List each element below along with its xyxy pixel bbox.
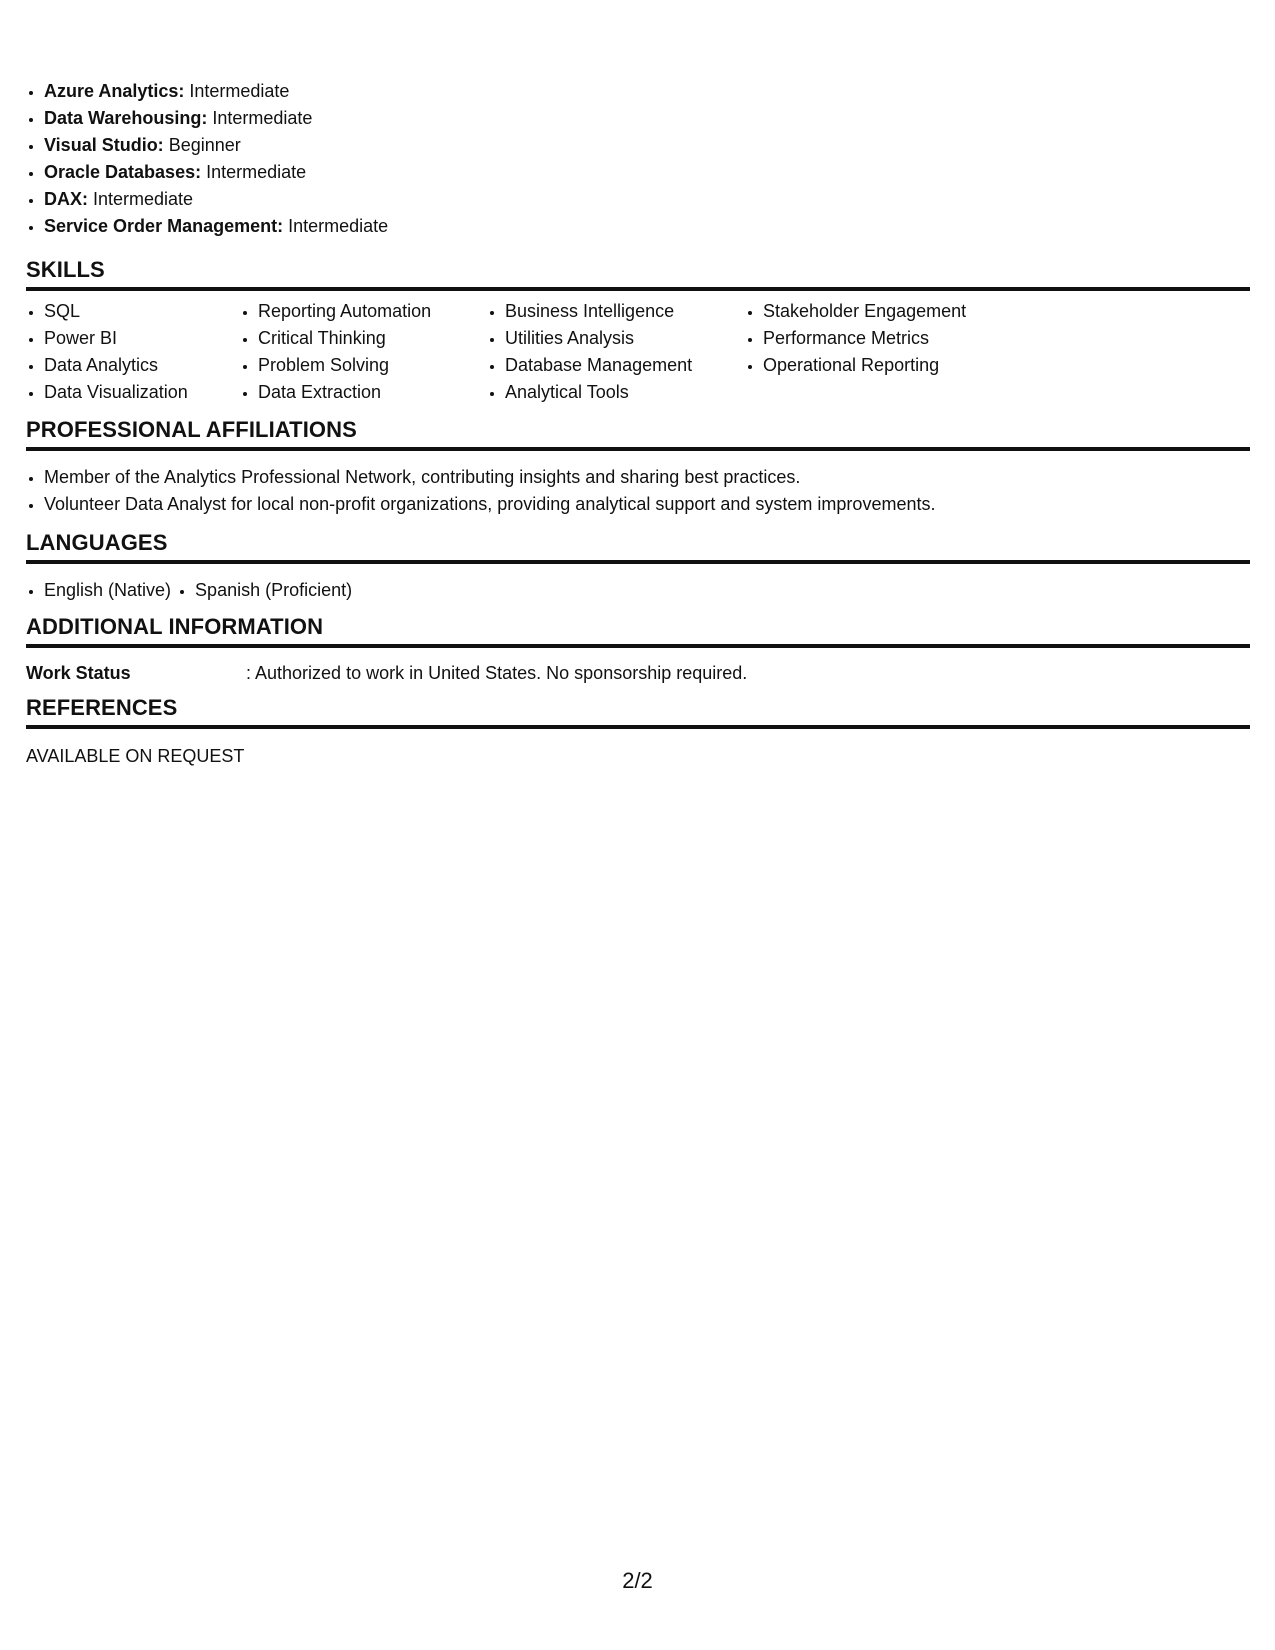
skill-item: • Power BI (44, 325, 240, 352)
tool-level: Intermediate (93, 189, 194, 209)
skill-item: • Reporting Automation (258, 298, 487, 325)
tool-level: Beginner (168, 135, 241, 155)
tool-item (44, 78, 388, 105)
skills-column (745, 298, 1023, 406)
tool-item (44, 132, 388, 159)
affiliation-item: • Volunteer Data Analyst for local non-profit organizations, providing analytical support and system improvements. (44, 491, 935, 518)
tool-item (44, 186, 388, 213)
skill-item: • Data Analytics (44, 352, 240, 379)
references-heading: REFERENCES (26, 695, 1250, 729)
skill-item: • Data Extraction (258, 379, 487, 406)
tool-item (44, 159, 388, 186)
skill-item: • Problem Solving (258, 352, 487, 379)
work-status-value: : Authorized to work in United States. No sponsorship required. (246, 663, 748, 683)
tool-level: Intermediate (212, 108, 313, 128)
affiliations-heading: PROFESSIONAL AFFILIATIONS (26, 417, 1250, 451)
references-text: AVAILABLE ON REQUEST (26, 746, 245, 766)
work-status-label: Work Status (26, 663, 131, 683)
skill-item: • Performance Metrics (763, 325, 1023, 352)
language-item: • Spanish (Proficient) (195, 577, 352, 604)
skills-column (26, 298, 240, 406)
tools-list (26, 78, 388, 240)
skills-heading: SKILLS (26, 257, 1250, 291)
skill-item: • Database Management (505, 352, 745, 379)
tool-name: Azure Analytics: (44, 81, 185, 101)
tool-name: Data Warehousing: (44, 108, 208, 128)
languages-list (26, 577, 376, 604)
skill-item: • Critical Thinking (258, 325, 487, 352)
tool-name: Visual Studio: (44, 135, 164, 155)
work-status-row (26, 660, 747, 686)
tool-level: Intermediate (288, 216, 389, 236)
skills-column (240, 298, 487, 406)
page-number: 2/2 (622, 1568, 653, 1593)
affiliation-item: • Member of the Analytics Professional Network, contributing insights and sharing best practices. (44, 464, 935, 491)
tool-level: Intermediate (206, 162, 307, 182)
tool-item (44, 213, 388, 240)
language-item: • English (Native) (44, 577, 171, 604)
tool-name: Service Order Management: (44, 216, 284, 236)
languages-heading: LANGUAGES (26, 530, 1250, 564)
skill-item: • Business Intelligence (505, 298, 745, 325)
skills-column (487, 298, 745, 406)
skills-grid (26, 298, 1023, 406)
skill-item: • Data Visualization (44, 379, 240, 406)
affiliations-list (26, 464, 935, 518)
tool-item (44, 105, 388, 132)
skill-item: • Analytical Tools (505, 379, 745, 406)
skill-item: • SQL (44, 298, 240, 325)
tool-name: DAX: (44, 189, 88, 209)
tool-name: Oracle Databases: (44, 162, 202, 182)
skill-item: • Operational Reporting (763, 352, 1023, 379)
skill-item: • Utilities Analysis (505, 325, 745, 352)
additional-info-heading: ADDITIONAL INFORMATION (26, 614, 1250, 648)
skill-item: • Stakeholder Engagement (763, 298, 1023, 325)
tool-level: Intermediate (189, 81, 290, 101)
